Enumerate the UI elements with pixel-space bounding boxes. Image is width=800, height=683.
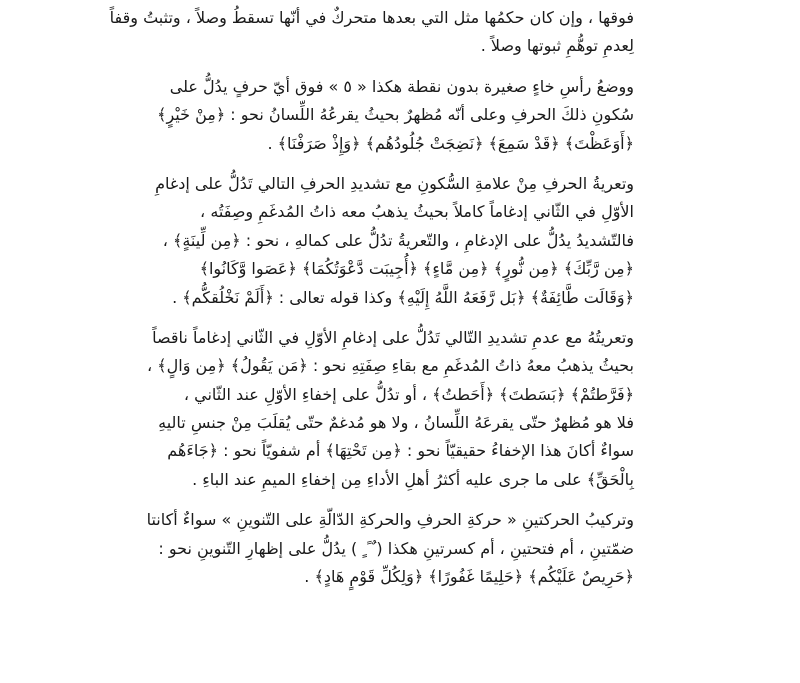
text-line: ﴿وَقَالَت طَّائِفَةٌ﴾ ﴿بَل رَّفَعَهُ اللَّهُ إِلَيْهِ﴾ وكذا قوله تعالى : ﴿أَلَمْ نَخْلُقكُّم﴾ .: [172, 287, 634, 307]
text-line: فالتّشديدُ يدُلُّ على الإدغامِ ، والتّعريةُ تدُلُّ على كمالهِ ، نحو : ﴿مِن لِّينَةٍ﴾ ،: [162, 230, 634, 250]
text-line: ﴿مِن رَّبِّكَ﴾ ﴿مِن نُّورٍ﴾ ﴿مِن مَّاءٍ﴾ ﴿أُجِيبَت دَّعْوَتُكُمَا﴾ ﴿عَصَوا وَّكَانُوا﴾: [199, 259, 634, 279]
text-line: فلا هو مُظهرٌ حتّى يقرعَهُ اللِّسانُ ، ولا هو مُدغمٌ حتّى يُقلَبَ مِنْ جنسِ تاليهِ: [158, 413, 634, 433]
text-line: لِعدمِ توهُّمِ ثبوتها وصلاً .: [480, 36, 634, 56]
text-line: الأوّلِ في الثّاني إدغاماً كاملاً بحيثُ يذهبُ معه ذاتُ المُدغَمِ وصِفَتُه ،: [200, 202, 634, 222]
paragraph-4: [147, 324, 634, 494]
paragraph-2: [157, 73, 634, 158]
text-line: ﴿حَرِيصٌ عَلَيْكُم﴾ ﴿حَلِيمًا غَفُورًا﴾ ﴿وَلِكُلِّ قَوْمٍ هَادٍ﴾ .: [304, 567, 634, 587]
text-line: بِالْحَقِّ﴾ على ما جرى عليه أكثرُ أهلِ الأداءِ مِن إخفاءِ الميمِ عند الباءِ .: [192, 469, 634, 489]
text-line: سُكونِ ذلكَ الحرفِ وعلى أنّه مُظهرٌ بحيثُ يقرعُهُ اللِّسانُ نحو : ﴿مِنْ خَيْرٍ﴾: [157, 105, 634, 125]
text-line: وتعريةُ الحرفِ مِنْ علامةِ السُّكونِ مع تشديدِ الحرفِ التالي تَدُلُّ على إدغامِ: [155, 173, 634, 193]
text-line: فوقها ، وإن كان حكمُها مثل التي بعدها متحركٌ في أنّها تسقطُ وصلاً ، وتثبتُ وقفاً: [109, 8, 634, 27]
text-line: ضمّتينِ ، أم فتحتينِ ، أم كسرتينِ هكذا ( ٌ ً ٍ ) يدُلُّ على إظهارِ التّنوينِ نحو :: [158, 538, 634, 558]
text-line: ﴿أَوَعَظْتَ﴾ ﴿قَدْ سَمِعَ﴾ ﴿نَضِجَتْ جُلُودُهُم﴾ ﴿وَإِذْ صَرَفْنَا﴾ .: [267, 133, 634, 153]
arabic-text-body: [109, 4, 634, 591]
text-line: ووضعُ رأسِ خاءٍ صغيرة بدون نقطة هكذا « ٥ » فوق أيّ حرفٍ يدُلُّ على: [169, 76, 634, 96]
text-line: بحيثُ يذهبُ معهُ ذاتُ المُدغَمِ مع بقاءِ صِفَتِهِ نحو : ﴿مَن يَقُولُ﴾ ﴿مِن وَالٍ﴾ ،: [147, 356, 634, 376]
paragraph-1: [109, 4, 634, 61]
paragraph-5: [146, 506, 634, 591]
paragraph-3: [155, 170, 634, 312]
text-line: سواءٌ أكانَ هذا الإخفاءُ حقيقيّاً نحو : ﴿مِن تَحْتِهَا﴾ أم شفويّاً نحو : ﴿جَاءَهُم: [167, 441, 634, 461]
text-line: وتعريتُهُ مع عدمِ تشديدِ التّالي تَدُلُّ على إدغامِ الأوّلِ في الثّاني إدغاماً ناقصاً: [152, 327, 634, 347]
text-line: وتركيبُ الحركتينِ « حركةِ الحرفِ والحركةِ الدّالّةِ على التّنوينِ » سواءٌ أكانتا: [146, 510, 634, 530]
text-line: ﴿فَرَّطتُمْ﴾ ﴿بَسَطتَ﴾ ﴿أَحَطتُ﴾ ، أو تدُلُّ على إخفاءِ الأوّلِ عند الثّاني ،: [183, 384, 634, 404]
